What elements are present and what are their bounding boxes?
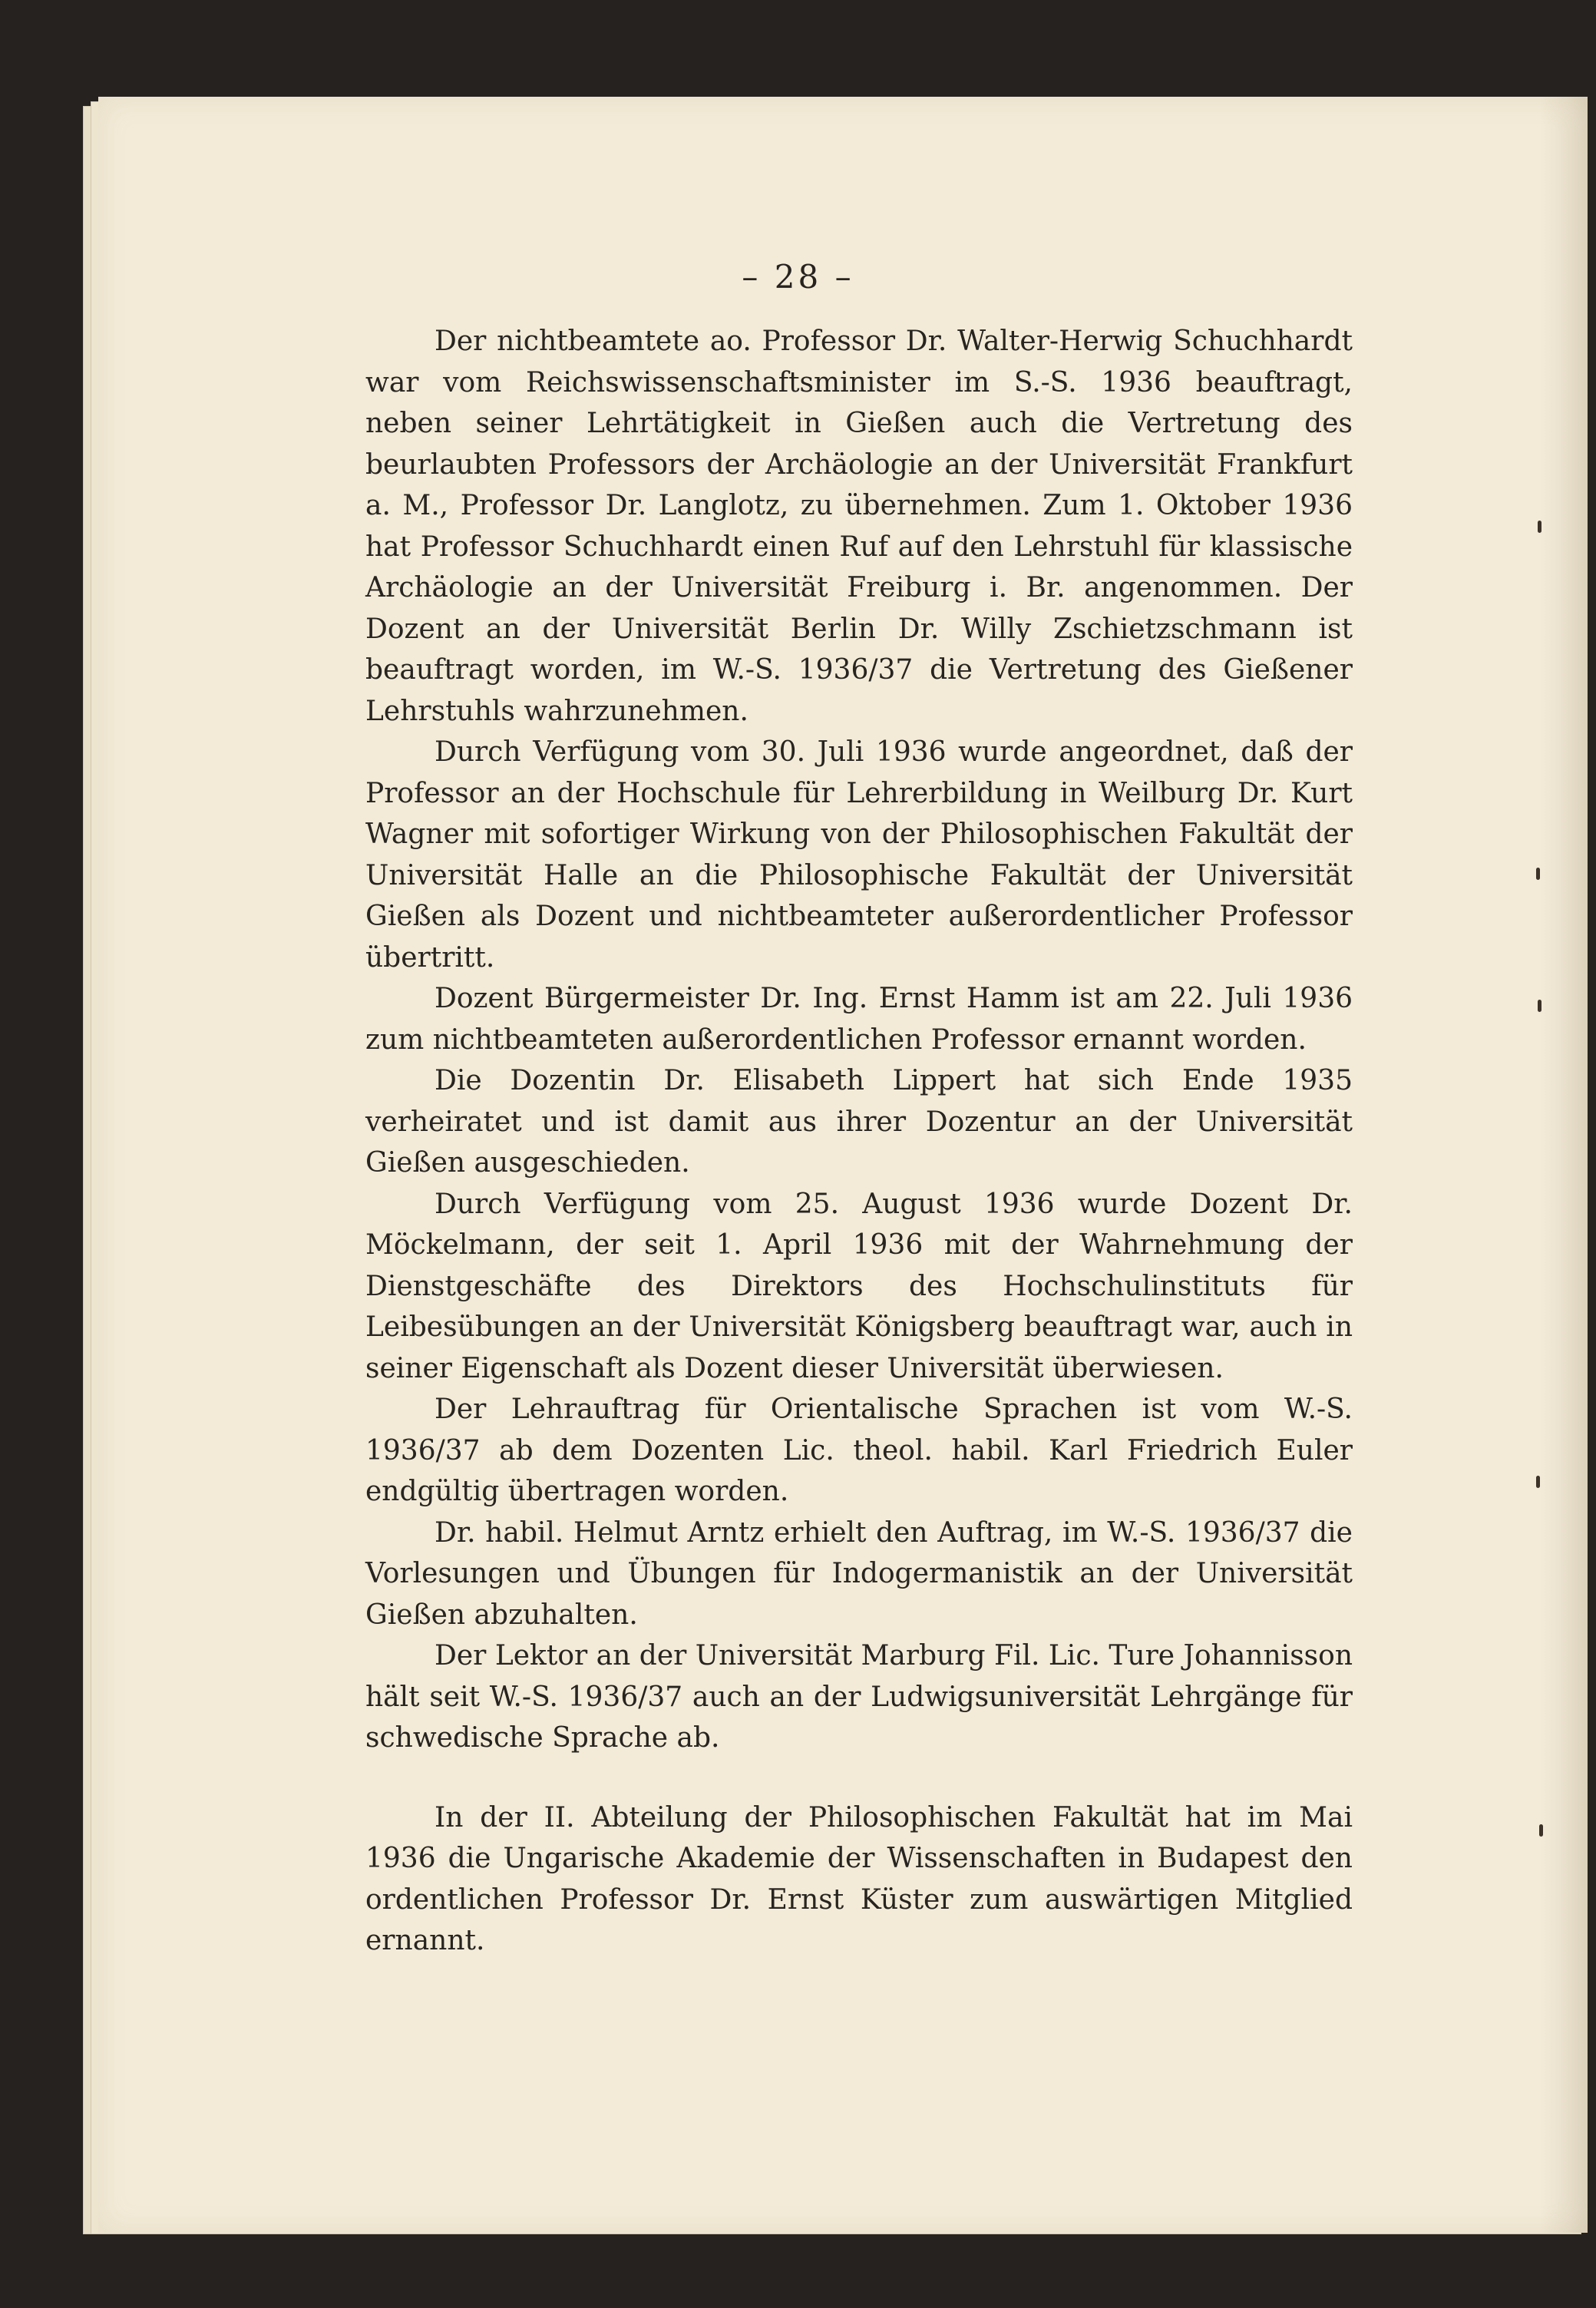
page-gutter-shadow bbox=[1540, 97, 1588, 2233]
paragraph: Dozent Bürgermeister Dr. Ing. Ernst Hamm ist am 22. Juli 1936 zum nichtbeamteten außerordentlichen Professor ernannt worden. bbox=[365, 983, 1353, 1056]
paragraph: Der nichtbeamtete ao. Professor Dr. Walter-Herwig Schuchhardt war vom Reichswissenschaftsminister im S.-S. 1936 beauftragt, neben seiner Lehrtätigkeit in Gießen auch die Vertretung des beurlaubten Professors der Archäologie an der Universität Frankfurt a. M., Professor Dr. Langlotz, zu übernehmen. Zum 1. Oktober 1936 hat Professor Schuchhardt einen Ruf auf den Lehrstuhl für klassische Archäologie an der Universität Freiburg i. Br. angenommen. Der Dozent an der Universität Berlin Dr. Willy Zschietzschmann ist beauftragt worden, im W.-S. 1936/37 die Vertretung des Gießener Lehrstuhls wahrzunehmen. bbox=[365, 326, 1353, 727]
ink-mark bbox=[1536, 868, 1540, 880]
paragraph: Durch Verfügung vom 30. Juli 1936 wurde angeordnet, daß der Professor an der Hochschule für Lehrerbildung in Weilburg Dr. Kurt Wagner mit sofortiger Wirkung von der Philosophischen Fakultät der Universität Halle an die Philosophische Fakultät der Universität Gießen als Dozent und nichtbeamteter außerordentlicher Professor übertritt. bbox=[365, 736, 1353, 974]
paragraph: Dr. habil. Helmut Arntz erhielt den Auftrag, im W.-S. 1936/37 die Vorlesungen und Übungen für Indogermanistik an der Universität Gießen abzuhalten. bbox=[365, 1516, 1353, 1631]
page-number: – 28 – bbox=[742, 258, 854, 296]
paragraph: Durch Verfügung vom 25. August 1936 wurde Dozent Dr. Möckelmann, der seit 1. April 1936 mit der Wahrnehmung der Dienstgeschäfte des Direktors des Hochschulinstituts für Leibesübungen an der Universität Königsberg beauftragt war, auch in seiner Eigenschaft als Dozent dieser Universität überwiesen. bbox=[365, 1188, 1353, 1384]
ink-mark bbox=[1536, 1476, 1540, 1488]
paragraph: Der Lehrauftrag für Orientalische Sprachen ist vom W.-S. 1936/37 ab dem Dozenten Lic. theol. habil. Karl Friedrich Euler endgültig übertragen worden. bbox=[365, 1394, 1353, 1507]
ink-mark bbox=[1538, 521, 1541, 533]
ink-mark bbox=[1538, 1000, 1541, 1012]
body-text bbox=[365, 321, 1353, 1962]
paragraph: In der II. Abteilung der Philosophischen Fakultät hat im Mai 1936 die Ungarische Akademie der Wissenschaften in Budapest den ordentlichen Professor Dr. Ernst Küster zum auswärtigen Mitglied ernannt. bbox=[365, 1801, 1353, 1956]
paragraph: Die Dozentin Dr. Elisabeth Lippert hat sich Ende 1935 verheiratet und ist damit aus ihrer Dozentur an der Universität Gießen ausgeschieden. bbox=[365, 1065, 1353, 1179]
paragraph: Der Lektor an der Universität Marburg Fil. Lic. Ture Johannisson hält seit W.-S. 1936/37 auch an der Ludwigsuniversität Lehrgänge für schwedische Sprache ab. bbox=[365, 1640, 1353, 1754]
ink-mark bbox=[1539, 1824, 1543, 1837]
